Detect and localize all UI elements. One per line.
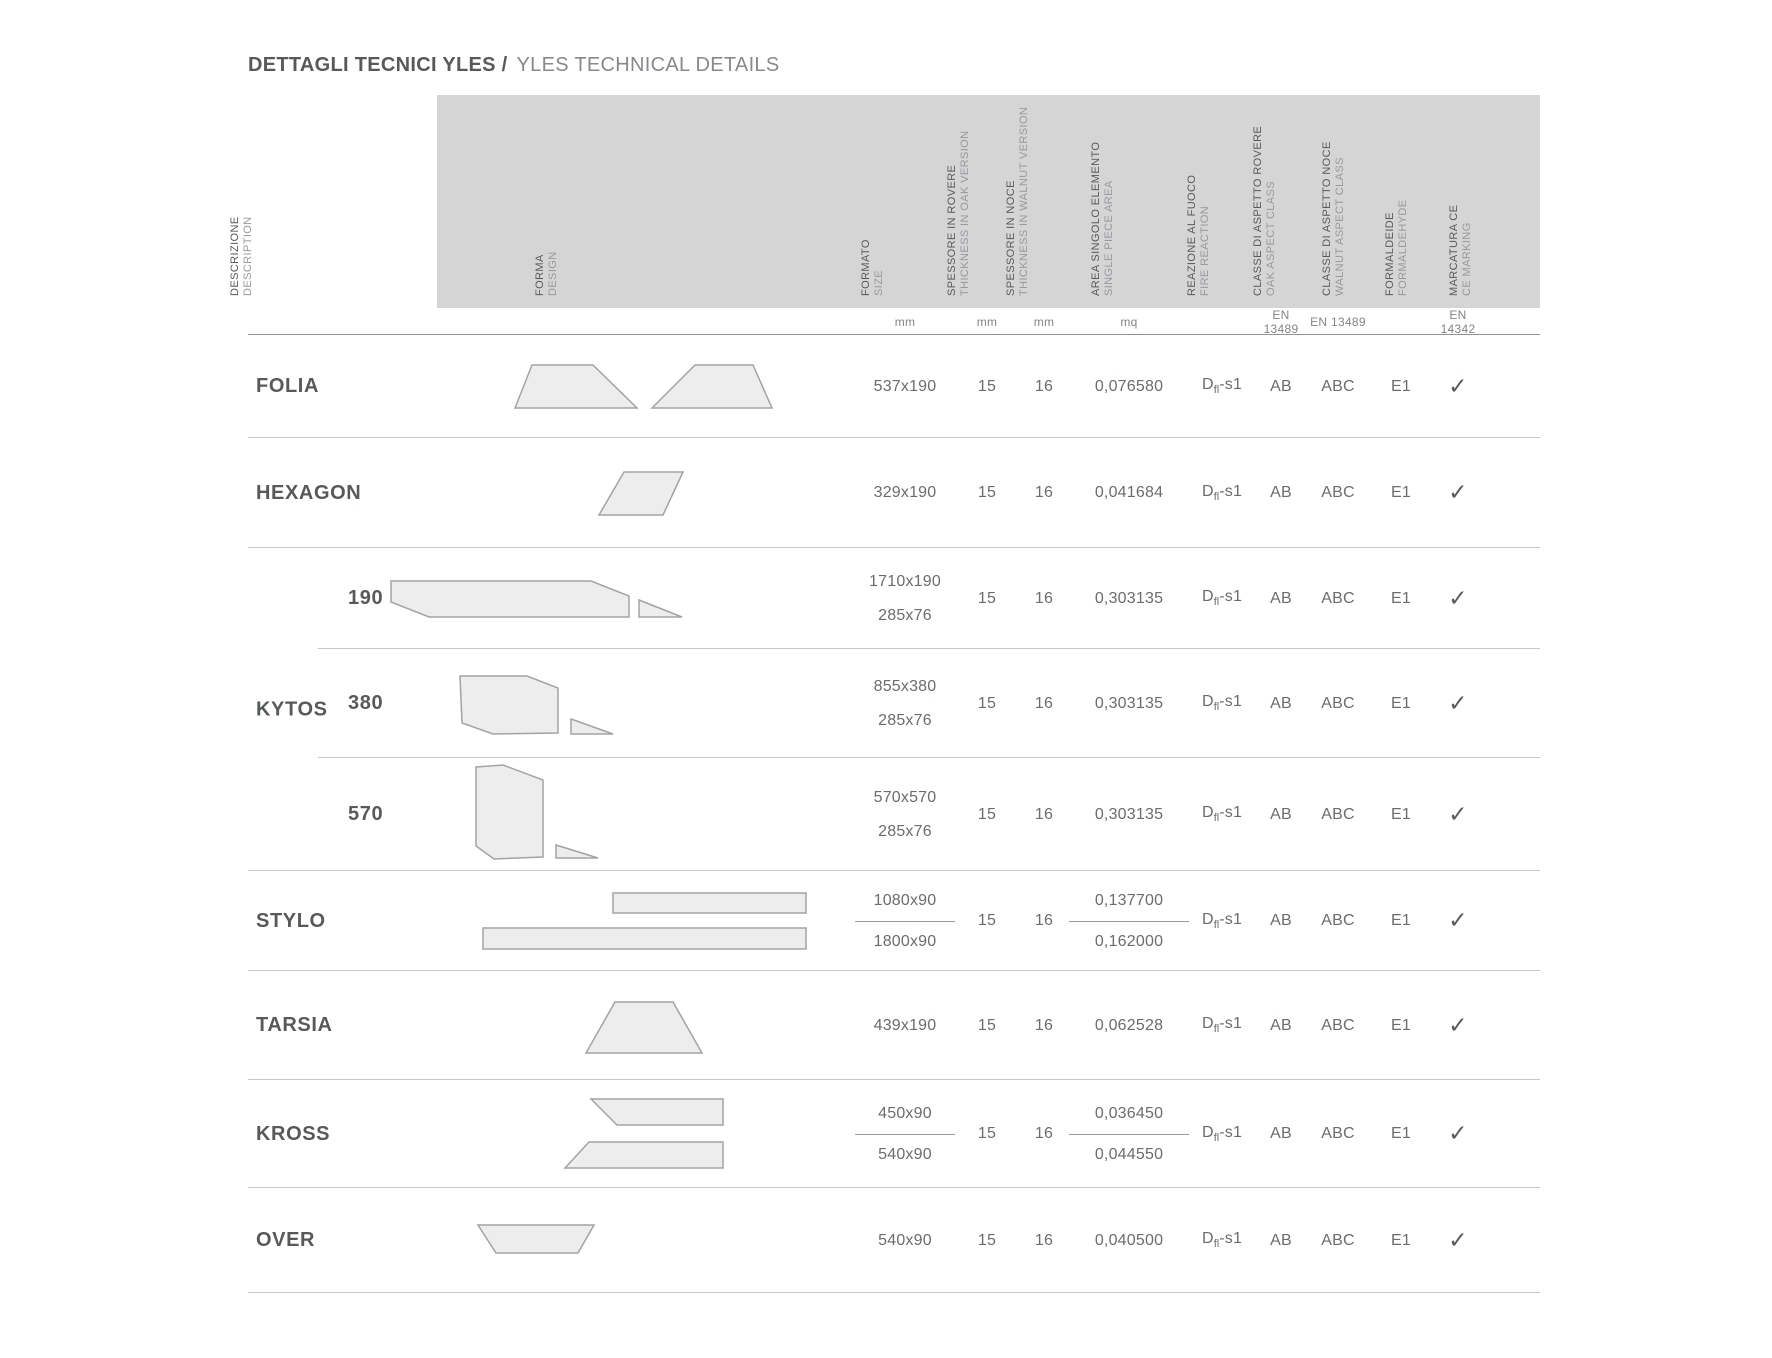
row-label: STYLO [256,909,326,932]
ce-check-icon: ✓ [1448,801,1468,828]
size-values: 855x380 285x76 [873,677,937,729]
row-sub-label: 380 [348,692,384,714]
row-label: HEXAGON [256,481,362,504]
walnut-class-value: ABC [1321,1125,1355,1142]
thickness-walnut-value: 16 [1034,484,1054,501]
thickness-oak-value: 15 [977,1016,997,1034]
row-label: OVER [256,1229,316,1251]
table-row-folia [248,335,1540,438]
area-value: 0,076580 [1094,377,1164,395]
area-value: 0,303135 [1094,805,1164,823]
thickness-oak-value: 15 [977,805,997,823]
formaldehyde-value: E1 [1391,589,1411,607]
thickness-walnut-value: 16 [1034,912,1054,929]
col-header-spessore-rovere: SPESSORE IN ROVERE THICKNESS IN OAK VERSION [946,130,971,296]
table-row-hexagon [248,438,1540,548]
walnut-class-value: ABC [1321,1231,1355,1249]
fire-reaction-value: $D_{fl}-s1$ [1201,1123,1243,1145]
formaldehyde-value: E1 [1391,377,1411,395]
area-value: 0,303135 [1094,589,1164,607]
thickness-walnut-value: 16 [1034,377,1054,395]
oak-class-value: AB [1270,912,1292,929]
table-row-kytos-380 [248,649,1540,758]
value-divider [1069,921,1189,922]
thickness-oak-value: 15 [977,912,997,929]
table-header [0,95,1772,308]
thickness-oak-value: 15 [977,484,997,501]
value-divider [855,921,955,922]
ce-check-icon: ✓ [1448,1121,1468,1147]
row-sub-label: 570 [348,803,384,825]
unit-spessore-noce: mm [1033,315,1055,329]
size-value: 329x190 [873,484,937,501]
fire-reaction-value: $D_{fl}-s1$ [1201,482,1243,504]
col-header-spessore-noce: SPESSORE IN NOCE THICKNESS IN WALNUT VERSION [1005,106,1030,296]
fire-reaction-value: $D_{fl}-s1$ [1201,693,1243,714]
area-values: 0,137700 0,162000 [1069,892,1189,951]
units-row [248,308,1540,335]
thickness-walnut-value: 16 [1034,805,1054,823]
thickness-oak-value: 15 [977,589,997,607]
oak-class-value: AB [1270,694,1292,712]
fire-reaction-value: $D_{fl}-s1$ [1201,910,1243,932]
formaldehyde-value: E1 [1391,912,1411,929]
walnut-class-value: ABC [1321,377,1355,395]
unit-formato: mm [894,315,916,329]
row-label: FOLIA [256,375,319,397]
thickness-walnut-value: 16 [1034,589,1054,607]
table-row-kross [248,1080,1540,1188]
formaldehyde-value: E1 [1391,1016,1411,1034]
walnut-class-value: ABC [1321,805,1355,823]
col-header-forma: FORMA DESIGN [534,251,559,296]
ce-check-icon: ✓ [1448,480,1468,506]
table-row-tarsia [248,971,1540,1080]
ce-check-icon: ✓ [1448,1012,1468,1039]
oak-class-value: AB [1270,484,1292,501]
size-values: 450x90 540x90 [855,1105,955,1164]
walnut-class-value: ABC [1321,912,1355,929]
ce-check-icon: ✓ [1448,690,1468,717]
unit-classe-noce: EN 13489 [1310,315,1366,329]
technical-details-table [248,308,1540,1293]
size-value: 439x190 [873,1016,937,1034]
col-header-classe-noce: CLASSE DI ASPETTO NOCE WALNUT ASPECT CLASS [1321,141,1346,296]
page-title-italian: DETTAGLI TECNICI YLES / [248,54,508,76]
ce-check-icon: ✓ [1448,585,1468,612]
area-value: 0,303135 [1094,694,1164,712]
thickness-oak-value: 15 [977,377,997,395]
col-header-classe-rovere: CLASSE DI ASPETTO ROVERE OAK ASPECT CLASS [1252,125,1277,296]
area-value: 0,062528 [1094,1016,1164,1034]
unit-classe-rovere: EN 13489 [1263,308,1299,336]
ce-check-icon: ✓ [1448,373,1468,400]
col-header-area: AREA SINGOLO ELEMENTO SINGLE PIECE AREA [1090,141,1115,296]
col-header-marcatura: MARCATURA CE CE MARKING [1448,204,1473,296]
oak-class-value: AB [1270,1125,1292,1142]
size-values: 570x570 285x76 [873,788,937,840]
thickness-walnut-value: 16 [1034,694,1054,712]
walnut-class-value: ABC [1321,694,1355,712]
unit-marcatura: EN 14342 [1440,308,1476,336]
ce-check-icon: ✓ [1448,908,1468,934]
page-title-english: YLES TECHNICAL DETAILS [516,54,780,76]
col-header-formaldeide: FORMALDEIDE FORMALDEHYDE [1384,199,1409,296]
ce-check-icon: ✓ [1448,1227,1468,1254]
walnut-class-value: ABC [1321,1016,1355,1034]
oak-class-value: AB [1270,1016,1292,1034]
row-sub-label: 190 [348,587,384,609]
formaldehyde-value: E1 [1391,805,1411,823]
formaldehyde-value: E1 [1391,1125,1411,1142]
row-label: TARSIA [256,1014,333,1036]
size-value: 537x190 [873,377,937,395]
table-row-stylo [248,871,1540,971]
area-value: 0,041684 [1094,484,1164,501]
kytos-group-label: KYTOS [256,698,328,720]
unit-area: mq [1120,315,1138,329]
oak-class-value: AB [1270,805,1292,823]
thickness-walnut-value: 16 [1034,1231,1054,1249]
col-header-reazione: REAZIONE AL FUOCO FIRE REACTION [1186,174,1211,296]
table-row-kytos-190 [248,548,1540,649]
formaldehyde-value: E1 [1391,694,1411,712]
kytos-group [248,548,1540,871]
fire-reaction-value: $D_{fl}-s1$ [1201,376,1243,397]
thickness-oak-value: 15 [977,1125,997,1142]
fire-reaction-value: $D_{fl}-s1$ [1201,804,1243,825]
thickness-walnut-value: 16 [1034,1016,1054,1034]
size-value: 540x90 [878,1231,932,1249]
fire-reaction-value: $D_{fl}-s1$ [1201,588,1243,609]
oak-class-value: AB [1270,1231,1292,1249]
size-values: 1080x90 1800x90 [855,892,955,951]
thickness-oak-value: 15 [977,694,997,712]
fire-reaction-value: $D_{fl}-s1$ [1201,1230,1243,1251]
walnut-class-value: ABC [1321,589,1355,607]
unit-spessore-rovere: mm [976,315,998,329]
walnut-class-value: ABC [1321,484,1355,501]
area-values: 0,036450 0,044550 [1069,1105,1189,1164]
page-title [248,52,780,78]
formaldehyde-value: E1 [1391,1231,1411,1249]
value-divider [1069,1134,1189,1135]
oak-class-value: AB [1270,377,1292,395]
formaldehyde-value: E1 [1391,484,1411,501]
oak-class-value: AB [1270,589,1292,607]
fire-reaction-value: $D_{fl}-s1$ [1201,1015,1243,1036]
row-label: KROSS [256,1122,331,1145]
value-divider [855,1134,955,1135]
thickness-oak-value: 15 [977,1231,997,1249]
area-value: 0,040500 [1094,1231,1164,1249]
table-row-over [248,1188,1540,1293]
col-header-formato: FORMATO SIZE [860,239,885,296]
column-header-band [437,95,1540,308]
size-values: 1710x190 285x76 [869,572,941,624]
table-row-kytos-570 [248,758,1540,871]
thickness-walnut-value: 16 [1034,1125,1054,1142]
col-header-descrizione: DESCRIZIONE DESCRIPTION [229,216,254,296]
